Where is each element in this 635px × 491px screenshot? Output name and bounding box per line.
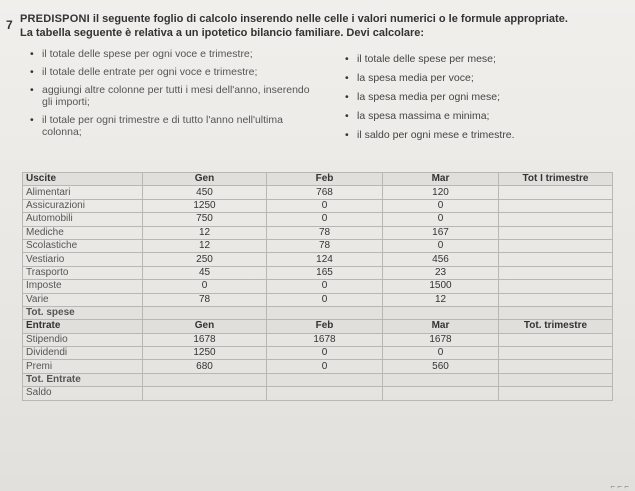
table-cell xyxy=(267,387,383,400)
row-label: Stipendio xyxy=(23,333,143,346)
row-label: Dividendi xyxy=(23,347,143,360)
bullet-list-left xyxy=(30,48,320,144)
table-cell xyxy=(143,387,267,400)
table-cell xyxy=(499,266,613,279)
bullet-item: • il saldo per ogni mese e trimestre. xyxy=(345,129,625,141)
table-cell: 78 xyxy=(267,239,383,252)
saldo-row xyxy=(23,387,613,400)
table-cell xyxy=(267,306,383,319)
table-row xyxy=(23,199,613,212)
bullet-item: • la spesa media per ogni mese; xyxy=(345,91,625,103)
table-cell: 0 xyxy=(383,239,499,252)
table-row xyxy=(23,360,613,373)
table-cell xyxy=(143,306,267,319)
table-cell: 456 xyxy=(383,253,499,266)
table-cell xyxy=(499,199,613,212)
table-row xyxy=(23,226,613,239)
table-row xyxy=(23,186,613,199)
table-cell: Gen xyxy=(143,320,267,333)
bullet-item: • la spesa media per voce; xyxy=(345,72,625,84)
row-label: Scolastiche xyxy=(23,239,143,252)
table-cell: 0 xyxy=(267,293,383,306)
bullet-item: • aggiungi altre colonne per tutti i mesi dell'anno, inserendo gli importi; xyxy=(30,84,320,108)
table-cell xyxy=(383,387,499,400)
entrate-header-row xyxy=(23,320,613,333)
table-cell: Tot. trimestre xyxy=(499,320,613,333)
table-cell xyxy=(499,239,613,252)
table-cell: 1678 xyxy=(383,333,499,346)
row-label: Uscite xyxy=(23,173,143,186)
table-cell xyxy=(499,293,613,306)
table-row xyxy=(23,347,613,360)
row-label: Tot. Entrate xyxy=(23,373,143,386)
table-cell: Mar xyxy=(383,173,499,186)
table-cell xyxy=(383,373,499,386)
table-cell: 560 xyxy=(383,360,499,373)
row-label: Entrate xyxy=(23,320,143,333)
table-cell xyxy=(499,186,613,199)
table-cell: 23 xyxy=(383,266,499,279)
table-cell xyxy=(383,306,499,319)
table-cell: 768 xyxy=(267,186,383,199)
table-cell: 78 xyxy=(143,293,267,306)
table-cell: 750 xyxy=(143,213,267,226)
table-cell xyxy=(499,387,613,400)
table-cell: 124 xyxy=(267,253,383,266)
table-row xyxy=(23,253,613,266)
bullet-item: • il totale delle entrate per ogni voce e trimestre; xyxy=(30,66,320,78)
bullet-list-right xyxy=(345,53,625,148)
row-label: Alimentari xyxy=(23,186,143,199)
bullet-item: • il totale per ogni trimestre e di tutto l'anno nell'ultima colonna; xyxy=(30,114,320,138)
table-cell xyxy=(143,373,267,386)
table-cell: 0 xyxy=(267,347,383,360)
table-cell: 0 xyxy=(267,360,383,373)
table-cell xyxy=(499,213,613,226)
exercise-line1: il seguente foglio di calcolo inserendo nelle celle i valori numerici o le formule appropriate. xyxy=(92,13,568,25)
table-cell: 0 xyxy=(267,199,383,212)
tot-spese-row xyxy=(23,306,613,319)
row-label: Varie xyxy=(23,293,143,306)
table-cell: 0 xyxy=(383,347,499,360)
table-cell: 0 xyxy=(383,213,499,226)
row-label: Mediche xyxy=(23,226,143,239)
table-cell xyxy=(499,226,613,239)
row-label: Vestiario xyxy=(23,253,143,266)
table-cell: Feb xyxy=(267,173,383,186)
table-cell: 120 xyxy=(383,186,499,199)
table-cell: 1678 xyxy=(267,333,383,346)
table-cell xyxy=(499,253,613,266)
table-cell: 1250 xyxy=(143,199,267,212)
bullet-item: • il totale delle spese per ogni voce e trimestre; xyxy=(30,48,320,60)
table-row xyxy=(23,280,613,293)
table-cell xyxy=(499,347,613,360)
row-label: Saldo xyxy=(23,387,143,400)
table-cell: 165 xyxy=(267,266,383,279)
table-row xyxy=(23,293,613,306)
row-label: Tot. spese xyxy=(23,306,143,319)
table-row xyxy=(23,333,613,346)
uscite-header-row xyxy=(23,173,613,186)
table-cell xyxy=(499,360,613,373)
table-cell: 0 xyxy=(267,213,383,226)
table-cell: Feb xyxy=(267,320,383,333)
table-cell: 1250 xyxy=(143,347,267,360)
exercise-intro xyxy=(20,12,620,40)
table-cell: 0 xyxy=(383,199,499,212)
table-cell: 1500 xyxy=(383,280,499,293)
table-cell xyxy=(267,373,383,386)
table-cell: 78 xyxy=(267,226,383,239)
table-row xyxy=(23,266,613,279)
table-cell: 250 xyxy=(143,253,267,266)
table-cell: 12 xyxy=(143,239,267,252)
table-row xyxy=(23,239,613,252)
exercise-line2: La tabella seguente è relativa a un ipotetico bilancio familiare. Devi calcolare: xyxy=(20,27,425,39)
table-cell xyxy=(499,373,613,386)
table-cell: Mar xyxy=(383,320,499,333)
row-label: Assicurazioni xyxy=(23,199,143,212)
tot-entrate-row xyxy=(23,373,613,386)
row-label: Automobili xyxy=(23,213,143,226)
table-cell: 680 xyxy=(143,360,267,373)
page-marker: ⌐ ⌐ ⌐ xyxy=(610,482,629,491)
exercise-number: 7 xyxy=(6,18,13,32)
row-label: Trasporto xyxy=(23,266,143,279)
row-label: Premi xyxy=(23,360,143,373)
table-cell: Gen xyxy=(143,173,267,186)
table-cell: 45 xyxy=(143,266,267,279)
table-cell: Tot I trimestre xyxy=(499,173,613,186)
table-cell: 12 xyxy=(383,293,499,306)
exercise-keyword: PREDISPONI xyxy=(20,13,90,25)
budget-spreadsheet-table xyxy=(22,172,613,401)
table-cell: 167 xyxy=(383,226,499,239)
bullet-item: • la spesa massima e minima; xyxy=(345,110,625,122)
table-cell xyxy=(499,280,613,293)
bullet-item: • il totale delle spese per mese; xyxy=(345,53,625,65)
table-cell: 12 xyxy=(143,226,267,239)
row-label: Imposte xyxy=(23,280,143,293)
table-cell: 450 xyxy=(143,186,267,199)
table-cell xyxy=(499,333,613,346)
table-cell: 0 xyxy=(267,280,383,293)
table-cell xyxy=(499,306,613,319)
table-row xyxy=(23,213,613,226)
table-cell: 0 xyxy=(143,280,267,293)
table-cell: 1678 xyxy=(143,333,267,346)
